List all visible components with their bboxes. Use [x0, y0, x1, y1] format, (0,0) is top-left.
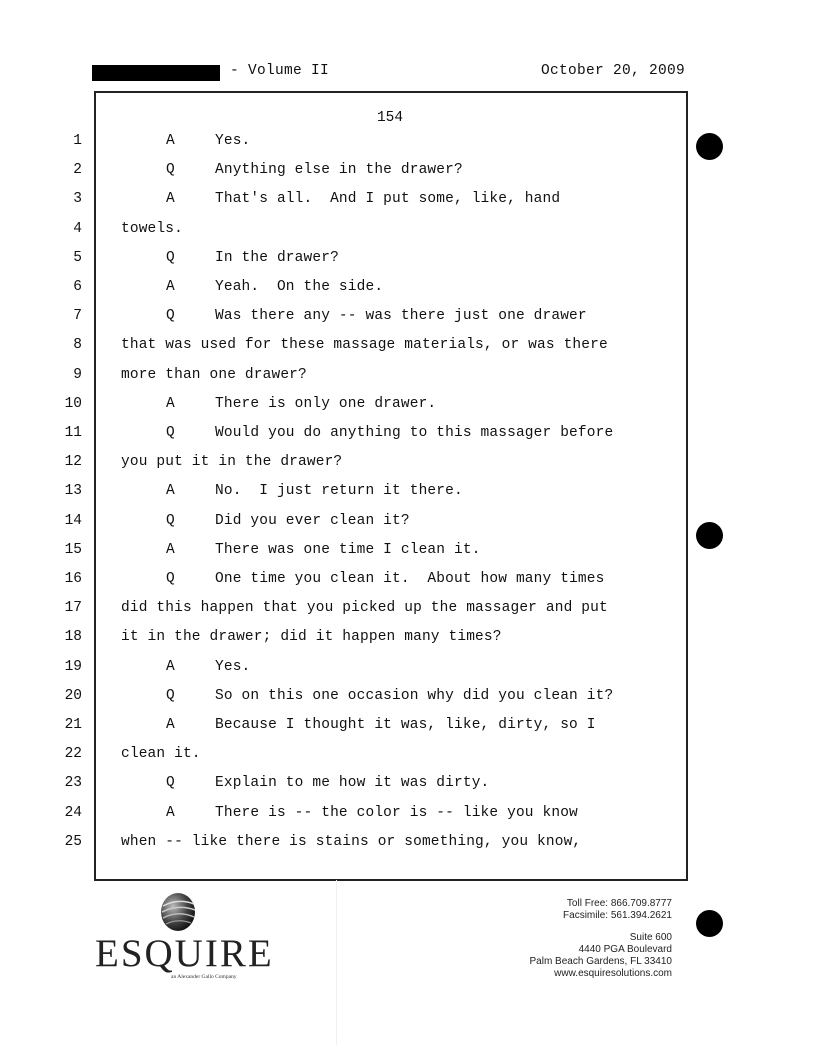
globe-logo-icon: [158, 890, 198, 934]
line-text: more than one drawer?: [121, 366, 307, 383]
line-number: 23: [64, 775, 82, 792]
line-number: 19: [64, 658, 82, 675]
transcript-line: [0, 775, 816, 804]
line-number: 10: [64, 395, 82, 412]
line-text: That's all. And I put some, like, hand: [215, 191, 561, 208]
line-number: 25: [64, 833, 82, 850]
line-text: Yes.: [215, 658, 251, 675]
transcript-line: [0, 746, 816, 775]
logo-tagline: an Alexander Gallo Company: [171, 974, 237, 980]
speaker-label: Q: [166, 775, 175, 792]
address-city: Palm Beach Gardens, FL 33410: [529, 956, 672, 967]
line-number: 18: [64, 629, 82, 646]
scan-artifact-line: [336, 880, 337, 1045]
speaker-label: A: [166, 279, 175, 295]
line-text: that was used for these massage materials, or was there: [121, 337, 608, 354]
address-suite: Suite 600: [629, 932, 672, 943]
speaker-label: Q: [166, 571, 175, 587]
line-number: 7: [73, 308, 82, 325]
line-number: 22: [64, 746, 82, 763]
binder-hole-bottom: [696, 910, 723, 937]
line-text: So on this one occasion why did you clean it?: [215, 687, 614, 704]
logo-wordmark: ESQUIRE: [95, 932, 274, 975]
transcript-line: [0, 805, 816, 834]
line-number: 1: [73, 133, 82, 149]
transcript-line: [0, 162, 816, 191]
line-number: 5: [73, 249, 82, 266]
fax-number: Facsimile: 561.394.2621: [563, 910, 672, 921]
speaker-label: Q: [166, 425, 175, 441]
transcript-line: [0, 688, 816, 717]
transcript-line: [0, 659, 816, 688]
speaker-label: A: [166, 483, 175, 500]
line-text: Was there any -- was there just one drawer: [215, 308, 587, 325]
transcript-line: [0, 250, 816, 279]
line-number: 9: [73, 366, 82, 383]
transcript-line: [0, 221, 816, 250]
line-text: when -- like there is stains or something, you know,: [121, 833, 582, 850]
line-number: 14: [64, 512, 82, 529]
line-number: 16: [64, 571, 82, 587]
line-text: you put it in the drawer?: [121, 454, 343, 471]
esquire-logo: [95, 890, 275, 990]
binder-hole-top: [696, 133, 723, 160]
line-text: it in the drawer; did it happen many times?: [121, 629, 502, 646]
speaker-label: Q: [166, 162, 175, 179]
line-text: Explain to me how it was dirty.: [215, 775, 490, 792]
transcript-line: [0, 191, 816, 220]
line-text: In the drawer?: [215, 249, 339, 266]
transcript-line: [0, 337, 816, 366]
line-text: Yes.: [215, 133, 251, 149]
line-number: 11: [64, 425, 82, 441]
line-number: 12: [64, 454, 82, 471]
transcript-line: [0, 571, 816, 600]
redaction-bar: [92, 65, 220, 81]
line-number: 13: [64, 483, 82, 500]
contact-block: [530, 898, 673, 980]
transcript-line: [0, 133, 816, 162]
deposition-date: October 20, 2009: [540, 63, 685, 79]
line-text: Anything else in the drawer?: [215, 162, 463, 179]
speaker-label: A: [166, 717, 175, 733]
line-number: 4: [73, 220, 82, 237]
line-text: One time you clean it. About how many times: [215, 571, 605, 587]
line-number: 3: [73, 191, 82, 208]
speaker-label: A: [166, 395, 175, 412]
line-text: There is only one drawer.: [215, 395, 437, 412]
line-number: 8: [73, 337, 82, 354]
line-number: 20: [64, 687, 82, 704]
toll-free-number: Toll Free: 866.709.8777: [566, 898, 672, 909]
speaker-label: A: [166, 541, 175, 558]
line-text: There is -- the color is -- like you know: [215, 804, 578, 821]
line-number: 6: [73, 279, 82, 295]
line-text: Would you do anything to this massager before: [215, 425, 614, 441]
page-number: 154: [376, 110, 404, 126]
speaker-label: A: [166, 658, 175, 675]
transcript-line: [0, 367, 816, 396]
line-number: 17: [64, 600, 82, 617]
transcript-line: [0, 629, 816, 658]
line-text: There was one time I clean it.: [215, 541, 481, 558]
binder-hole-middle: [696, 522, 723, 549]
website-link: www.esquiresolutions.com: [554, 968, 672, 979]
line-number: 21: [64, 717, 82, 733]
speaker-label: Q: [166, 687, 175, 704]
line-text: Because I thought it was, like, dirty, so I: [215, 717, 596, 733]
line-text: clean it.: [121, 746, 201, 763]
transcript-line: [0, 717, 816, 746]
speaker-label: A: [166, 804, 175, 821]
speaker-label: Q: [166, 512, 175, 529]
speaker-label: Q: [166, 308, 175, 325]
line-text: Yeah. On the side.: [215, 279, 384, 295]
line-number: 2: [73, 162, 82, 179]
transcript-line: [0, 834, 816, 863]
line-text: Did you ever clean it?: [215, 512, 410, 529]
transcript-line: [0, 454, 816, 483]
volume-label: - Volume II: [230, 63, 330, 79]
transcript-line: [0, 483, 816, 512]
page-header: [92, 63, 685, 85]
transcript-line: [0, 513, 816, 542]
line-text: towels.: [121, 220, 183, 237]
transcript-line: [0, 396, 816, 425]
speaker-label: Q: [166, 249, 175, 266]
transcript-line: [0, 308, 816, 337]
transcript-line: [0, 600, 816, 629]
speaker-label: A: [166, 133, 175, 149]
address-street: 4440 PGA Boulevard: [578, 944, 672, 955]
transcript-line: [0, 425, 816, 454]
transcript-line: [0, 279, 816, 308]
line-text: No. I just return it there.: [215, 483, 463, 500]
line-text: did this happen that you picked up the massager and put: [121, 600, 608, 617]
speaker-label: A: [166, 191, 175, 208]
line-number: 24: [64, 804, 82, 821]
line-number: 15: [64, 541, 82, 558]
transcript-line: [0, 542, 816, 571]
